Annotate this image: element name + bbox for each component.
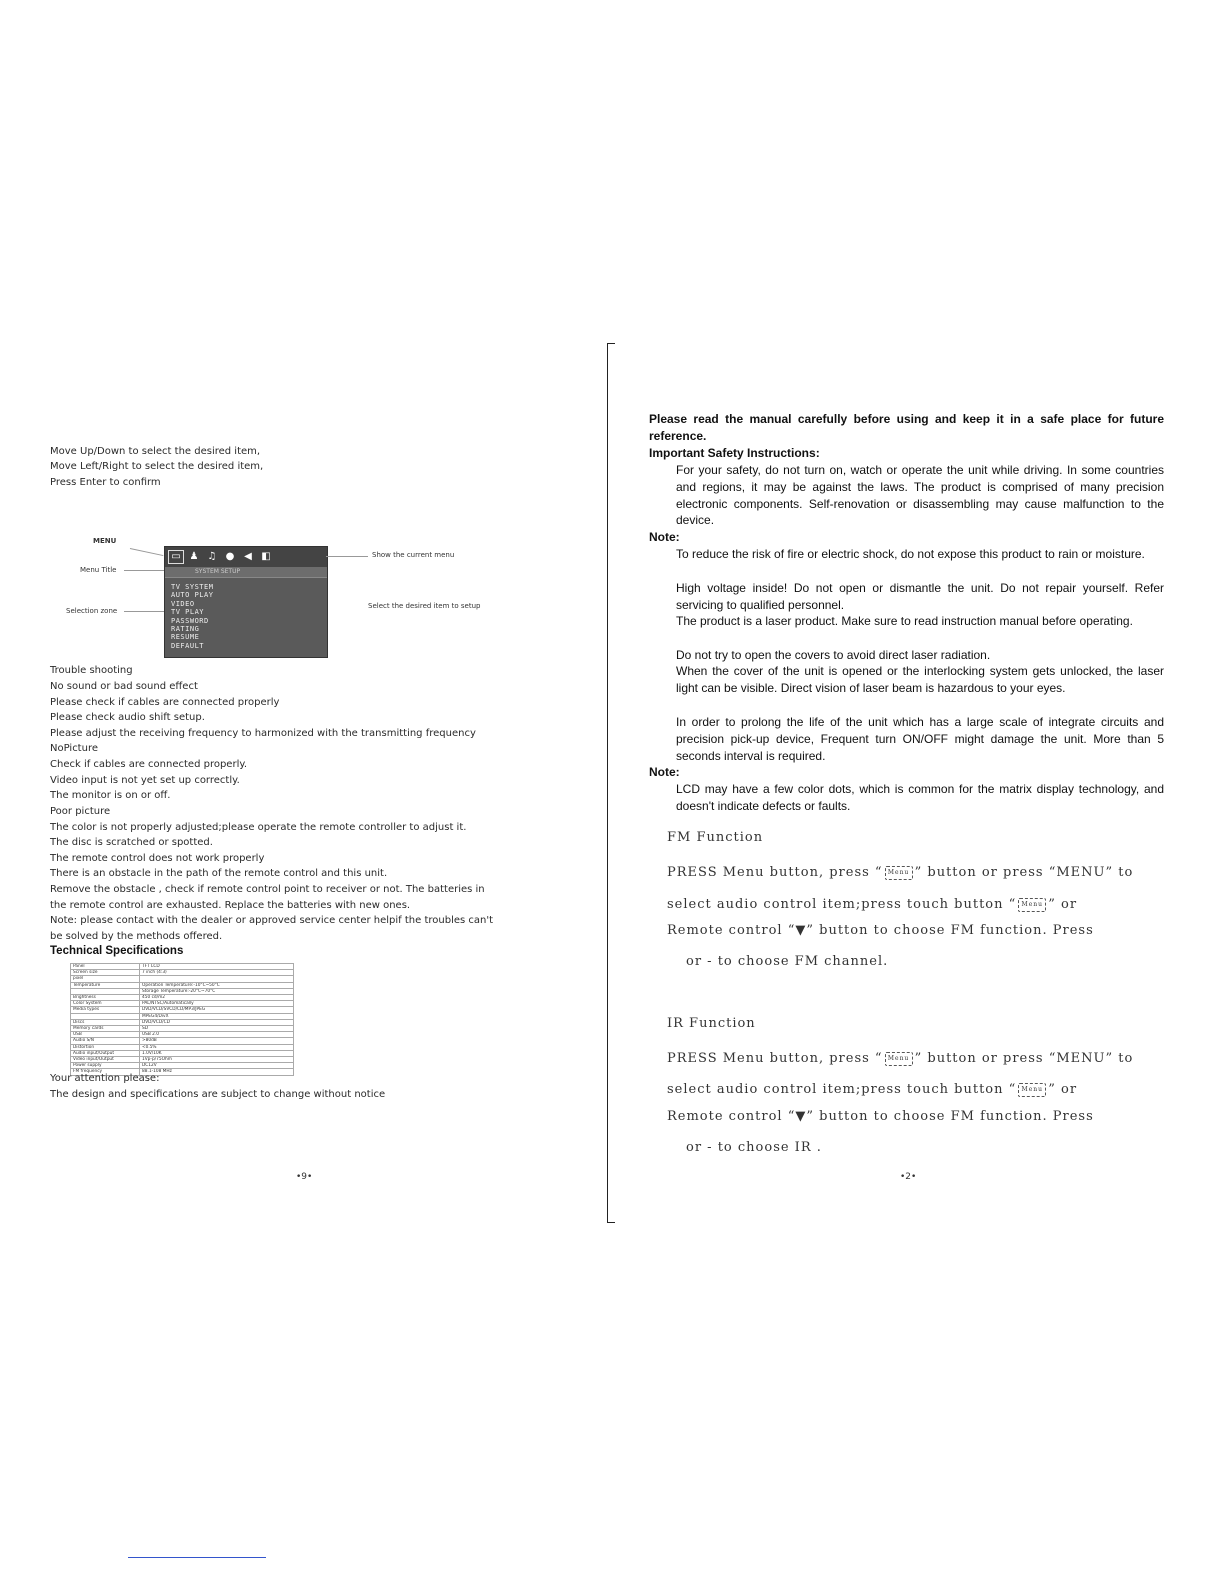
menu-item: TV PLAY: [171, 608, 205, 617]
trouble-line: the remote control are exhausted. Replace the batteries with new ones.: [50, 900, 411, 911]
ir-line-text: ” button or press “MENU” to: [914, 1051, 1134, 1066]
menu-item: PASSWORD: [171, 616, 209, 625]
ir-line-text: PRESS Menu button, press “: [667, 1051, 883, 1066]
ir-line: [667, 1082, 1077, 1097]
spec-value: USB 2.0: [140, 1032, 294, 1038]
note-paragraph: To reduce the risk of fire or electric shock, do not expose this product to rain or moisture.: [676, 547, 1145, 561]
attention-line: Your attention please:: [50, 1073, 160, 1084]
fm-line-text: select audio control item;press touch button “: [667, 897, 1017, 912]
ir-line-text: ” or: [1048, 1082, 1078, 1097]
fm-line-text: ” or: [1048, 897, 1078, 912]
attention-line: The design and specifications are subject to change without notice: [50, 1089, 386, 1100]
spec-value: DVD/VCD/SVCD/CD/MP3/JPEG: [140, 1007, 294, 1013]
leader-line: [326, 556, 368, 557]
menu-title-bar: [165, 567, 327, 578]
speaker-icon: ◀: [244, 551, 252, 562]
menu-item-list: [171, 583, 213, 650]
label-show-current: Show the current menu: [372, 551, 455, 559]
menu-button-icon: Menu: [885, 866, 913, 880]
safety-text: For your safety, do not turn on, watch or operate the unit while driving. In some countries and regions, it may be against the laws. The product is comprised of many precision electronic components. Self-renovation or disassembling may cause malfunction to the device.: [676, 463, 1164, 528]
trouble-line: The disc is scratched or spotted.: [50, 837, 213, 848]
trouble-line: There is an obstacle in the path of the remote control and this unit.: [50, 868, 388, 879]
leader-line: [130, 548, 163, 556]
fm-line: [667, 897, 1077, 912]
menu-button-icon: Menu: [1018, 898, 1046, 912]
menu-item: DEFAULT: [171, 641, 205, 650]
trouble-line: Remove the obstacle , check if remote control point to receiver or not. The batteries in: [50, 884, 485, 895]
disc-icon: ●: [225, 551, 235, 562]
note-paragraph: Do not try to open the covers to avoid direct laser radiation.: [676, 648, 991, 662]
spec-value: 450 cd/m2: [140, 995, 294, 1001]
spec-label: Temperature: [71, 982, 140, 988]
fm-title: FM Function: [667, 830, 764, 845]
spec-value: SD: [140, 1026, 294, 1032]
trouble-line: No sound or bad sound effect: [50, 681, 198, 692]
ir-line-text: select audio control item;press touch button “: [667, 1082, 1017, 1097]
divider-tick: [607, 1222, 615, 1223]
spec-label: Video input/Output: [71, 1057, 140, 1063]
menu-item: TV SYSTEM: [171, 583, 214, 591]
leader-line: [124, 611, 164, 612]
spec-label: FM frequency: [71, 1069, 140, 1075]
label-menu: MENU: [93, 537, 117, 545]
trouble-line: Please check if cables are connected properly: [50, 697, 280, 708]
menu-button-icon: Menu: [885, 1052, 913, 1066]
fm-line-text: ” button or press “MENU” to: [914, 865, 1134, 880]
page-number-right: •2•: [900, 1172, 917, 1182]
fm-line-text: PRESS Menu button, press “: [667, 865, 883, 880]
note-paragraph: When the cover of the unit is opened or the interlocking system gets unlocked, the laser light can be visible. Direct vision of laser beam is hazardous to your eyes.: [676, 664, 1164, 695]
spec-label: Panel: [71, 964, 140, 970]
hyperlink-underline[interactable]: [128, 1557, 266, 1558]
trouble-line: be solved by the methods offered.: [50, 931, 223, 942]
menu-screenshot: [164, 546, 328, 658]
spec-label: pixel: [71, 976, 140, 982]
trouble-line: The remote control does not work properly: [50, 853, 265, 864]
menu-item: VIDEO: [171, 599, 195, 608]
spec-label: Color System: [71, 1001, 140, 1007]
spec-value: 88.1-108 MHz: [140, 1069, 294, 1075]
menu-bar-label: SYSTEM SETUP: [195, 568, 241, 575]
fm-line: [667, 865, 1133, 880]
leader-line: [124, 570, 164, 571]
label-selection-zone: Selection zone: [66, 607, 118, 615]
trouble-line: The color is not properly adjusted;please operate the remote controller to adjust it.: [50, 822, 467, 833]
menu-item: RESUME: [171, 633, 200, 642]
note-paragraph: LCD may have a few color dots, which is common for the matrix display technology, and doesn't indicate defects or faults.: [676, 782, 1164, 813]
spec-table: [70, 963, 294, 1076]
nav-line: Move Left/Right to select the desired item,: [50, 461, 264, 472]
fm-line: or - to choose FM channel.: [686, 954, 889, 969]
dolby-icon: ◧: [261, 551, 271, 562]
spec-label: Audio input/Output: [71, 1050, 140, 1056]
trouble-line: Please adjust the receiving frequency to harmonized with the transmitting frequency: [50, 728, 476, 739]
trouble-line: The monitor is on or off.: [50, 790, 171, 801]
note-paragraph: In order to prolong the life of the unit which has a large scale of integrate circuits and precision pick-up device, Frequent turn ON/OFF might damage the unit. More than 5 seconds interval is required.: [676, 715, 1164, 763]
ir-line: Remote control “▼” button to choose FM function. Press: [667, 1109, 1094, 1124]
ir-title: IR Function: [667, 1016, 756, 1031]
spec-label: USB: [71, 1032, 140, 1038]
spec-value: PAL/NTSC/Automatically: [140, 1001, 294, 1007]
menu-icon-bar: [165, 547, 327, 567]
note-heading: Note:: [649, 530, 680, 544]
divider-tick: [607, 343, 615, 344]
menu-item: AUTO PLAY: [171, 591, 214, 600]
spec-label: Media types: [71, 1007, 140, 1013]
spec-label: Distortion: [71, 1044, 140, 1050]
spec-label: Audio S/N: [71, 1038, 140, 1044]
spec-value: Storage Temperature:-20°C~70°C: [140, 988, 294, 994]
page-number-left: •9•: [296, 1172, 313, 1182]
menu-button-icon: Menu: [1018, 1083, 1046, 1097]
spec-value: 1.0V/10K: [140, 1050, 294, 1056]
note-paragraph: The product is a laser product. Make sure to read instruction manual before operating.: [676, 614, 1133, 628]
trouble-line: Check if cables are connected properly.: [50, 759, 248, 770]
spec-value: 7 inch (4:3): [140, 970, 294, 976]
trouble-line: Video input is not yet set up correctly.: [50, 775, 240, 786]
ir-line: [667, 1051, 1133, 1066]
nav-line: Press Enter to confirm: [50, 477, 161, 488]
safety-heading: Important Safety Instructions:: [649, 446, 820, 460]
note-paragraph: High voltage inside! Do not open or dismantle the unit. Do not repair yourself. Refer servicing to qualified personnel.: [676, 581, 1164, 612]
tv-icon: ▭: [169, 551, 183, 563]
tech-specs-heading: Technical Specifications: [50, 945, 184, 957]
spec-value: 1Vp-p/75Ohm: [140, 1057, 294, 1063]
spec-value: <0.5%: [140, 1044, 294, 1050]
page-divider: [607, 343, 608, 1223]
spec-value: MPEG4/DivX: [140, 1013, 294, 1019]
trouble-line: Trouble shooting: [50, 665, 133, 676]
nav-line: Move Up/Down to select the desired item,: [50, 446, 261, 457]
trouble-line: Please check audio shift setup.: [50, 712, 205, 723]
fm-line: Remote control “▼” button to choose FM function. Press: [667, 923, 1094, 938]
spec-value: >80dB: [140, 1038, 294, 1044]
spec-value: DVD/VCD/CD: [140, 1019, 294, 1025]
label-menu-title: Menu Title: [80, 566, 117, 574]
person-icon: ♟: [189, 551, 199, 562]
spec-label: Discs: [71, 1019, 140, 1025]
spec-value: DC12V: [140, 1063, 294, 1069]
spec-label: Memory cards: [71, 1026, 140, 1032]
note-heading: Note:: [649, 765, 680, 779]
trouble-line: NoPicture: [50, 743, 98, 754]
label-select-item: Select the desired item to setup: [368, 602, 481, 610]
spec-label: Brightness: [71, 995, 140, 1001]
spec-value: TFT LCD: [140, 964, 294, 970]
music-icon: ♫: [207, 551, 217, 562]
spec-label: Screen size: [71, 970, 140, 976]
trouble-line: Note: please contact with the dealer or approved service center helpif the troubles can't: [50, 915, 494, 926]
trouble-line: Poor picture: [50, 806, 111, 817]
ir-line: or - to choose IR .: [686, 1140, 822, 1155]
menu-item: RATING: [171, 625, 200, 634]
intro-text: Please read the manual carefully before using and keep it in a safe place for future reference.: [649, 412, 1164, 443]
spec-value: Operation Temperature:-10°C~50°C: [140, 982, 294, 988]
spec-label: Power supply: [71, 1063, 140, 1069]
